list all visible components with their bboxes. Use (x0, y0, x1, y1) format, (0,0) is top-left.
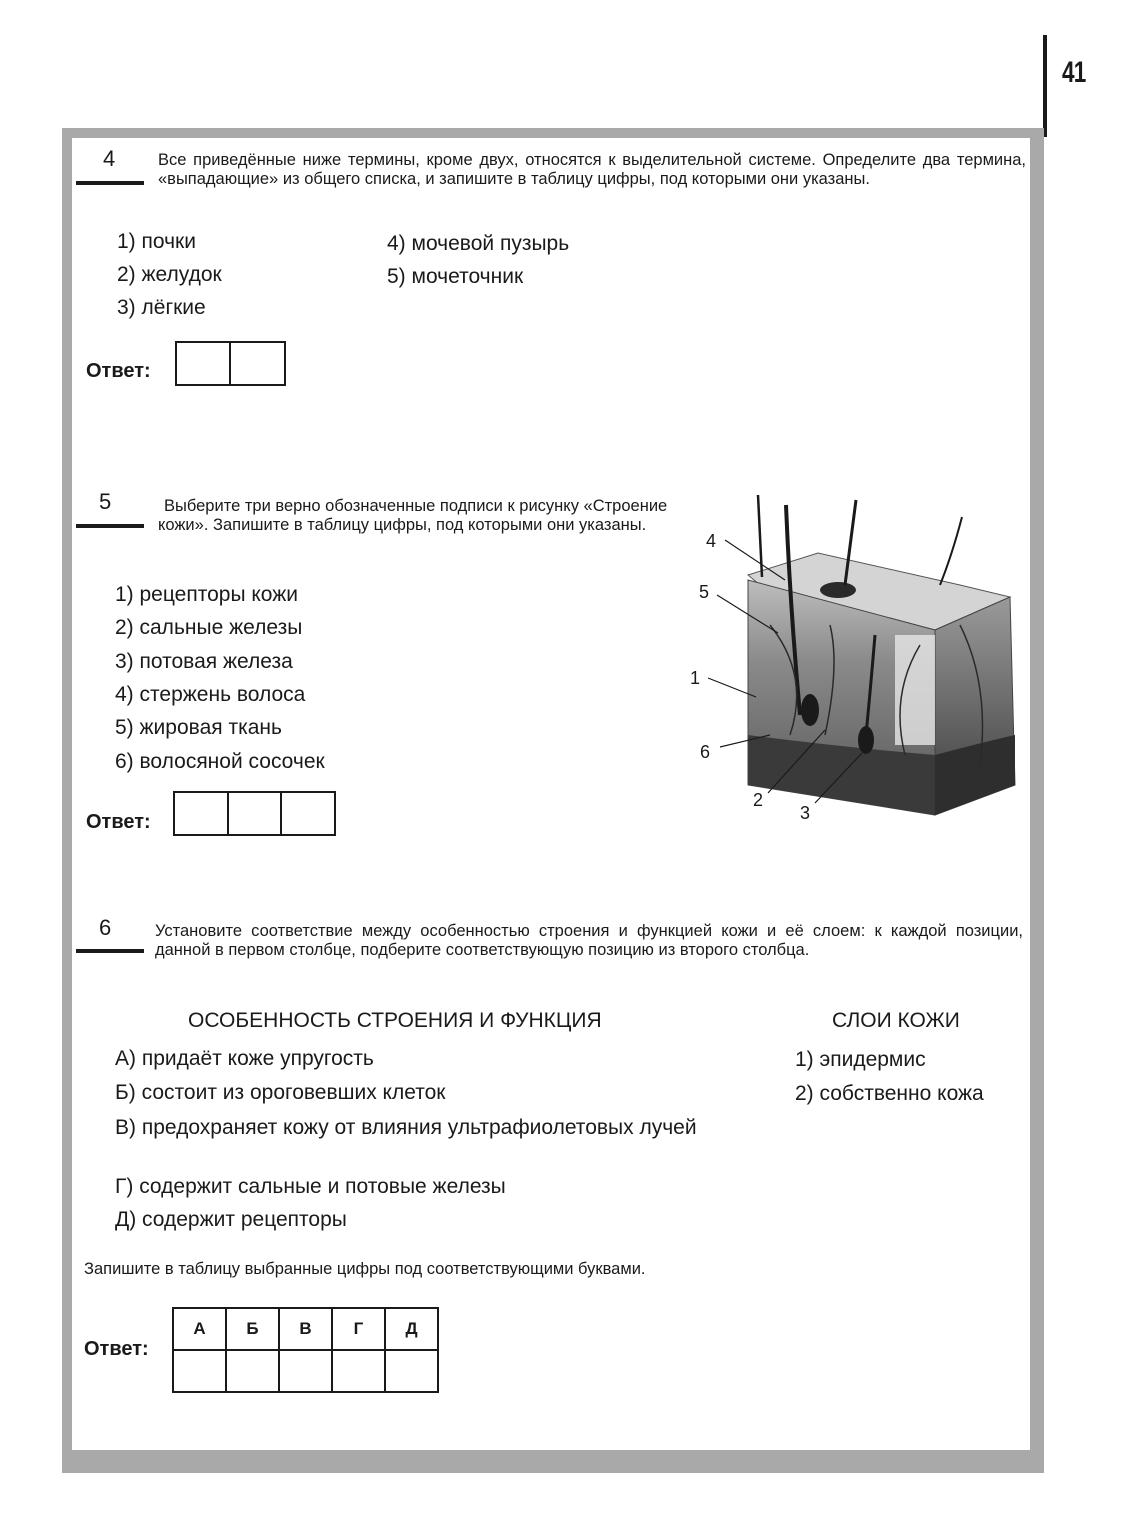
q4-option-1: 1) почки (117, 230, 196, 253)
q5-option-2: 2) сальные железы (115, 616, 303, 639)
q4-option-3: 3) лёгкие (117, 296, 206, 319)
q4-answer-cell[interactable] (231, 343, 284, 384)
q6-item-g: Г) содержит сальные и потовые железы (115, 1175, 506, 1198)
skin-structure-figure (690, 485, 1030, 830)
q5-bar (76, 524, 144, 528)
q4-answer-box (175, 341, 286, 386)
q6-instruction: Запишите в таблицу выбранные цифры под соответствующими буквами. (84, 1260, 646, 1278)
q6-item-a: А) придаёт коже упругость (115, 1047, 374, 1070)
q5-answer-label: Ответ: (86, 811, 151, 833)
q6-answer-label: Ответ: (84, 1338, 149, 1360)
page-number: 41 (1062, 56, 1086, 89)
q5-number: 5 (99, 489, 112, 514)
q4-bar (76, 181, 144, 185)
figure-label-1: 1 (690, 668, 701, 688)
hair-follicle (858, 726, 874, 754)
q4-number: 4 (103, 146, 116, 171)
figure-label-3: 3 (800, 803, 811, 823)
q6-layer-2: 2) собственно кожа (795, 1082, 984, 1105)
q4-answer-label: Ответ: (86, 360, 151, 382)
margin-rule (1043, 35, 1047, 137)
q6-layer-1: 1) эпидермис (795, 1048, 926, 1071)
figure-label-2: 2 (753, 790, 764, 810)
q6-answer-cell[interactable] (385, 1350, 438, 1392)
q6-item-d: Д) содержит рецепторы (115, 1208, 347, 1231)
q5-answer-box (173, 791, 336, 836)
q4-text: Все приведённые ниже термины, кроме двух, относятся к выделительной системе. Определите два термина, «выпадающие» из общего списка, и запишите в таблицу цифры, под которыми они указаны. (158, 151, 1026, 188)
q6-table-letter: А (173, 1308, 226, 1350)
q6-table-letter: В (279, 1308, 332, 1350)
q5-option-5: 5) жировая ткань (115, 716, 282, 739)
q5-option-6: 6) волосяной сосочек (115, 750, 325, 773)
q6-table-letter: Б (226, 1308, 279, 1350)
q6-item-v: В) предохраняет кожу от влияния ультрафиолетовых лучей (115, 1116, 697, 1139)
q5-option-4: 4) стержень волоса (115, 683, 306, 706)
q5-option-3: 3) потовая железа (115, 650, 293, 673)
q4-option-2: 2) желудок (117, 263, 222, 286)
q5-answer-cell[interactable] (282, 793, 334, 834)
figure-label-5: 5 (699, 582, 710, 602)
figure-label-4: 4 (706, 531, 717, 551)
q6-answer-cell[interactable] (226, 1350, 279, 1392)
q6-right-header: СЛОИ КОЖИ (832, 1009, 960, 1032)
q5-answer-cell[interactable] (175, 793, 229, 834)
q6-bar (76, 949, 144, 953)
q6-left-header: ОСОБЕННОСТЬ СТРОЕНИЯ И ФУНКЦИЯ (188, 1009, 602, 1032)
q4-option-4: 4) мочевой пузырь (387, 232, 570, 255)
q6-answer-cell[interactable] (332, 1350, 385, 1392)
figure-label-6: 6 (700, 742, 711, 762)
q4-answer-cell[interactable] (177, 343, 231, 384)
q6-answer-cell[interactable] (279, 1350, 332, 1392)
q4-option-5: 5) мочеточник (387, 265, 524, 288)
q6-text: Установите соответствие между особенностью строения и функцией кожи и её слоем: к каждой позиции, данной в первом столбце, подберите соответствующую позицию из второго столбца. (155, 922, 1023, 959)
hair-follicle (801, 694, 819, 726)
hair-pore (820, 582, 856, 598)
q6-answer-cell[interactable] (173, 1350, 226, 1392)
q6-item-b: Б) состоит из ороговевших клеток (115, 1081, 446, 1104)
q5-option-1: 1) рецепторы кожи (115, 583, 299, 606)
q6-number: 6 (99, 915, 112, 940)
q6-table-letter: Г (332, 1308, 385, 1350)
q5-answer-cell[interactable] (229, 793, 282, 834)
hair-shaft (940, 517, 962, 585)
q6-table-letter: Д (385, 1308, 438, 1350)
q6-answer-table (172, 1307, 439, 1393)
q5-text: Выберите три верно обозначенные подписи к рисунку «Строение кожи». Запишите в таблицу цифры, под которыми они указаны. (158, 497, 668, 534)
